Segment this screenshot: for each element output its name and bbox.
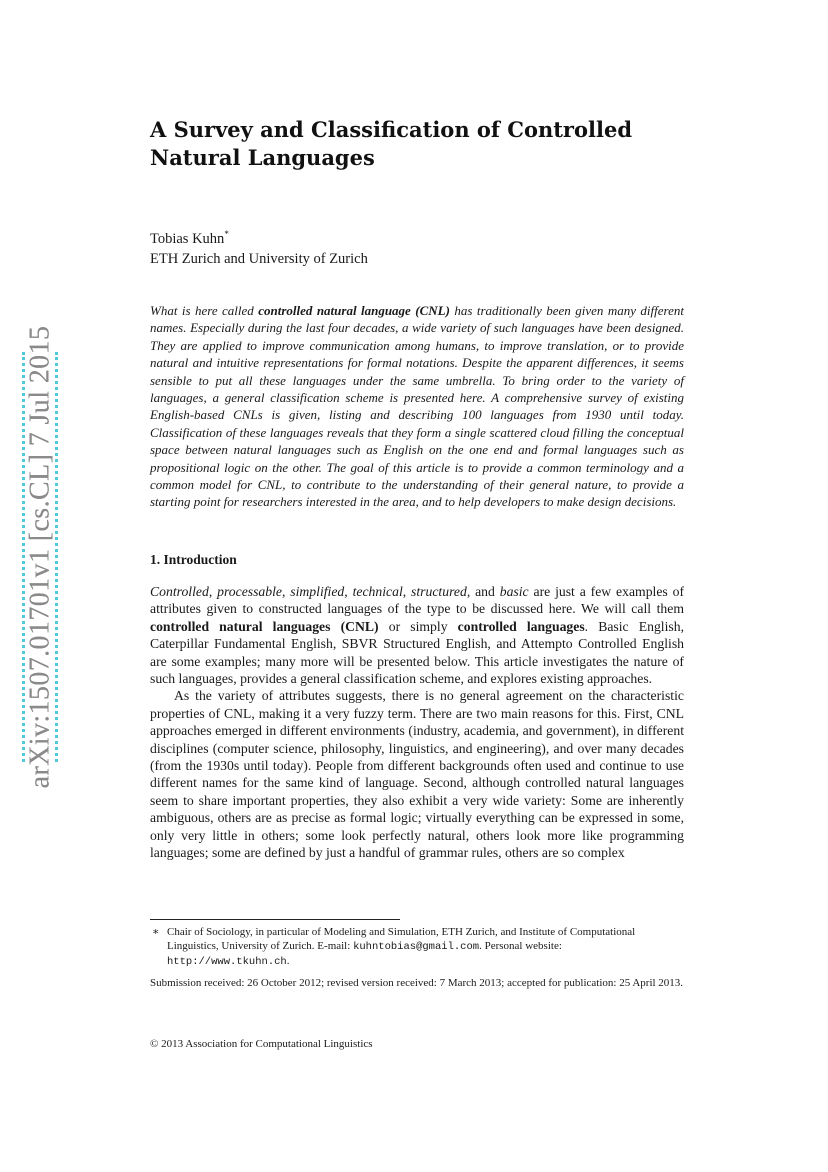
submission-info: Submission received: 26 October 2012; revised version received: 7 March 2013; accepted for publication: 25 April 2013. xyxy=(150,977,684,989)
author xyxy=(150,224,368,249)
footnote-text: Chair of Sociology, in particular of Modeling and Simulation, ETH Zurich, and Institute of Computational Linguistics, University of Zurich. E-mail: xyxy=(167,926,636,952)
term: processable xyxy=(217,584,282,599)
text: , xyxy=(402,584,412,599)
author-block xyxy=(150,224,368,269)
bold-term: controlled languages xyxy=(457,618,585,634)
text: are just a few examples of attributes given to constructed languages of the type to be discussed here. We will call them xyxy=(150,584,685,617)
footnote-text: . xyxy=(286,955,290,967)
paper-title: A Survey and Classification of Controlled Natural Languages xyxy=(150,117,633,170)
abstract-term: controlled natural language (CNL) xyxy=(258,303,450,318)
text: , xyxy=(281,584,291,599)
text: . Basic English, Caterpillar Fundamental English, SBVR Structured English, and Attempto Controlled English are some examples; many more will be presented below. This article investigates the nature of such languages, provides a general classification scheme, and explores existing approaches. xyxy=(150,618,685,687)
text: or simply xyxy=(378,618,458,634)
abstract-text: What is here called xyxy=(150,303,259,318)
footnote-rule xyxy=(150,919,400,920)
arxiv-id: arXiv:1507.01701v1 [cs.CL] 7 Jul 2015 xyxy=(24,325,56,789)
term: technical xyxy=(352,584,403,599)
term: structured xyxy=(411,584,467,599)
abstract xyxy=(150,302,684,511)
text: , xyxy=(208,584,218,599)
bold-term: controlled natural languages (CNL) xyxy=(150,618,379,634)
abstract-text: has traditionally been given many different names. Especially during the last four decades, a wide variety of such languages have been designed. They are applied to improve communication among humans, to improve translation, or to provide natural and intuitive representations for formal notations. Despite the apparent differences, it seems sensible to put all these languages under the same umbrella. To bring order to the variety of languages, a general classification scheme is presented here. A comprehensive survey of existing English-based CNLs is given, listing and describing 100 languages from 1930 until today. Classification of these languages reveals that they form a single scattered cloud filling the conceptual space between natural languages such as English on the one end and formal languages such as propositional logic on the other. The goal of this article is to provide a common terminology and a common model for CNL, to contribute to the understanding of their general nature, to provide a starting point for researchers interested in the area, and to help developers to make design decisions. xyxy=(150,303,684,510)
website-link[interactable]: http://www.tkuhn.ch xyxy=(167,956,287,968)
body-text xyxy=(150,583,684,862)
email-link[interactable]: kuhntobias@gmail.com xyxy=(353,941,480,953)
author-affiliation: ETH Zurich and University of Zurich xyxy=(150,251,368,267)
footnote-text: . Personal website: xyxy=(479,940,562,952)
term: Controlled xyxy=(150,584,209,599)
term: simplified xyxy=(290,584,345,599)
footnote xyxy=(150,925,684,969)
footnote-body xyxy=(167,925,684,969)
arxiv-stamp xyxy=(22,325,58,789)
copyright: © 2013 Association for Computational Linguistics xyxy=(150,1038,373,1050)
footnote-marker: ∗ xyxy=(152,926,160,938)
paragraph xyxy=(150,583,684,687)
term: basic xyxy=(499,584,529,599)
author-name: Tobias Kuhn xyxy=(150,231,225,247)
paragraph: As the variety of attributes suggests, there is no general agreement on the characteristic properties of CNL, making it a very fuzzy term. There are two main reasons for this. First, CNL approaches emerged in different environments (industry, academia, and government), in different disciplines (computer science, philosophy, linguistics, and engineering), and over many decades (from the 1930s until today). People from different backgrounds often used and continue to use different names for the same kind of language. Second, although controlled natural languages seem to share important properties, they also exhibit a very wide variety: Some are inherently ambiguous, others are as precise as formal logic; virtually everything can be expressed in some, only very little in others; some look perfectly natural, others look more like programming languages; some are defined by just a handful of grammar rules, others are so complex xyxy=(150,688,684,861)
text: , and xyxy=(466,584,500,599)
text: , xyxy=(344,584,353,599)
author-footnote-marker: * xyxy=(224,229,229,239)
section-heading: 1. Introduction xyxy=(150,552,237,567)
